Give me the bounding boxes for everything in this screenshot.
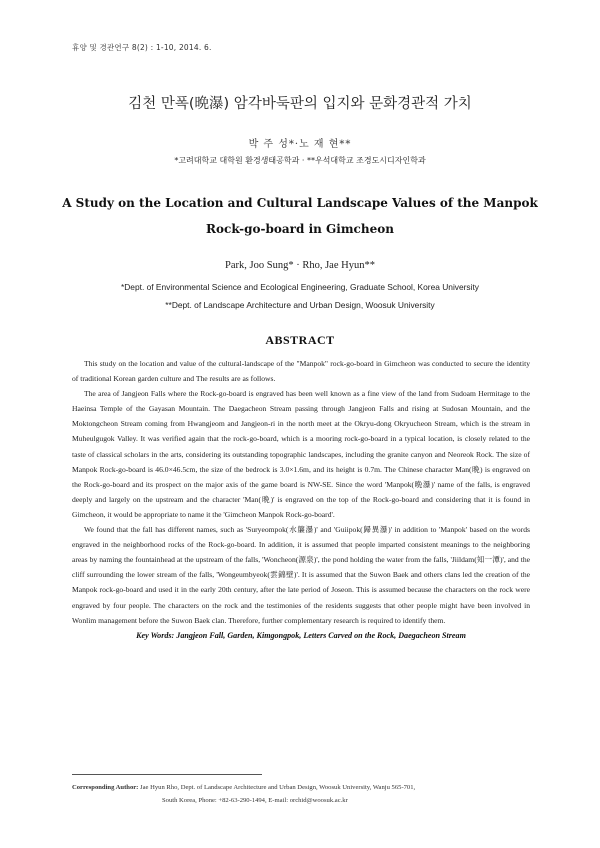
english-title-line1: A Study on the Location and Cultural Landscape Values of the Manpok bbox=[62, 196, 538, 210]
english-title-line2: Rock-go-board in Gimcheon bbox=[206, 222, 394, 236]
footnote-line-2: South Korea, Phone: +82-63-290-1494, E-mail: orchid@woosuk.ac.kr bbox=[162, 797, 348, 804]
footnote-divider bbox=[72, 774, 262, 775]
english-title bbox=[0, 190, 600, 242]
abstract-paragraph-2: The area of Jangjeon Falls where the Rock-go-board is engraved has been well known as a fine view of the land from Sudoam Hermitage to the Haeinsa Temple of the Gayasan Mountain. The Daegacheon Stream passing through Jangjeon Falls and rising at Sudosan Mountain, and the Moktongcheon Stream coming from Hwangjeom and Jangjeon-ri in the north meet at the Okryu-dong Okryucheon Stream, which is the stream in Muheulgugok Valley. It was verified again that the rock-go-board, which is a mooring rock-go-board in a typical location, is closely related to the taste of classical scholars in the arts, considering its outstanding topographic landscapes, including the granite canyon and Neoreok Rock. The size of Manpok Rock-go-board is 46.0×46.5cm, the size of the bedrock is 3.0×1.6m, and its height is 0.7m. The Chinese character Man(晩) is engraved on the Rock-go-board and its prospect on the major axis of the game board is NW-SE. Since the word 'Manpok(晩瀑)' name of the falls, is engraved deeply and largely on the upstream and the character 'Man(晩)' is engraved on the top of the Rock-go-board and considering that it is found in Gimcheon, it would be appropriate to name it the 'Gimcheon Manpok Rock-go-board'. bbox=[72, 389, 530, 519]
abstract-paragraph-3: We found that the fall has different names, such as 'Suryeompok(水簾瀑)' and 'Guiipok(歸異瀑)' in addition to 'Manpok' based on the words engraved in the neighborhood rocks of the Rock-go-board. In addition, it is assumed that people imparted consistent meanings to the neighboring areas by naming the fountainhead at the upstream of the falls, 'Woncheon(源泉)', the pond holding the water from the falls, 'Jiildam(知一潭)', and the cliff surrounding the lower stream of the falls, 'Wongeumbyeok(雲錦壁)'. It is assumed that the Suwon Baek and others clans led the creation of the Manpok rock-go-board and used it in the early 20th century, after the late period of Joseon. This is assumed because the characters on the rock were engraved by four people. The characters on the rock and the testimonies of the residents suggests that other people might have been involved in Wonlim management before the Suwon Baek clan. Therefore, further complementary research is required to identify them. bbox=[72, 525, 530, 625]
abstract-paragraph-1: This study on the location and value of the cultural-landscape of the "Manpok" rock-go-board in Gimcheon was conducted to secure the identity of traditional Korean garden culture and The results are as follows. bbox=[72, 359, 530, 384]
keywords: Key Words: Jangjeon Fall, Garden, Kimgongpok, Letters Carved on the Rock, Daegacheon Stream bbox=[136, 630, 466, 640]
footnote-label: Corresponding Author: bbox=[72, 784, 139, 791]
korean-authors: 박 주 성*·노 재 현** bbox=[248, 139, 352, 150]
english-affiliation-1: *Dept. of Environmental Science and Ecological Engineering, Graduate School, Korea University bbox=[121, 282, 479, 292]
korean-title: 김천 만폭(晩瀑) 암각바둑판의 입지와 문화경관적 가치 bbox=[128, 96, 472, 112]
abstract-heading: ABSTRACT bbox=[265, 333, 335, 347]
english-authors: Park, Joo Sung* · Rho, Jae Hyun** bbox=[225, 260, 375, 271]
running-head: 휴양 및 경관연구 8(2) : 1-10, 2014. 6. bbox=[72, 43, 212, 52]
corresponding-author-footnote bbox=[72, 781, 542, 807]
footnote-line-1: Jae Hyun Rho, Dept. of Landscape Architecture and Urban Design, Woosuk University, Wanju 565-701, bbox=[140, 784, 416, 791]
korean-affiliation: *고려대학교 대학원 환경생태공학과 · **우석대학교 조경도시디자인학과 bbox=[174, 156, 426, 165]
english-affiliation-2: **Dept. of Landscape Architecture and Urban Design, Woosuk University bbox=[165, 300, 435, 310]
abstract-body bbox=[72, 356, 530, 643]
